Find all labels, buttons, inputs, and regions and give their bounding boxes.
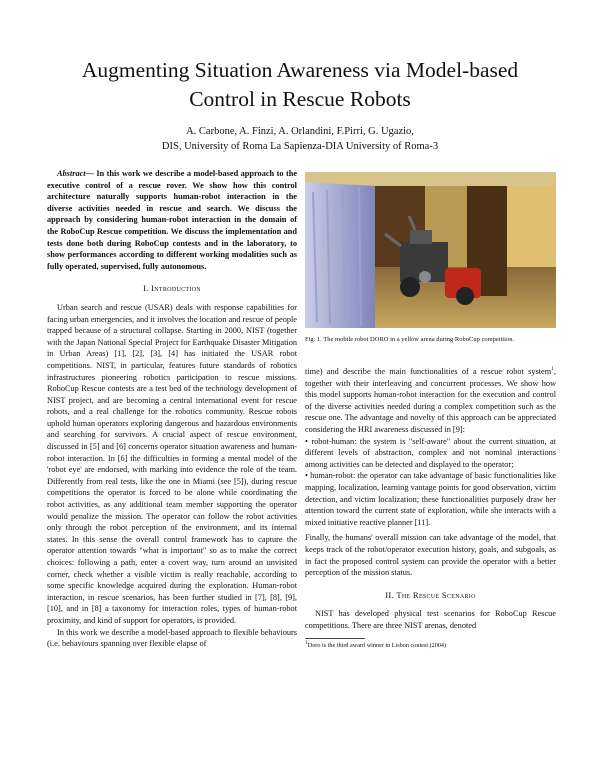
figure-caption: Fig. 1. The mobile robot DORO in a yellow arena during RoboCup competition. [305, 336, 515, 343]
intro-paragraph-1: Urban search and rescue (USAR) deals with response capabilities for facing urban emergencies, and it involves the location and rescue of people trapped because of a structural collapse. Starting in 2000, NIST (together with the Japan National Special Project for Earthquake Disaster Mitigation in Urban Areas) [1], [2], [3], [4] has initiated the USAR robot competitions. NIST, in particular, features future standards of robotics infrastructures pioneering robotics participation to rescue missions. RoboCup Rescue contests are a test bed of the technology development of NIST project, and are becoming a central international event for rescue robots, and a real challenge for the robotics community. Rescue robots uphold human operators exploring dangerous and hazardous environments and searching for survivors. A crucial aspect of rescue environment, discussed in [5] and [6] concerns operator situation awareness and human-robot interaction. In [6] the difficulties in forming a mental model of the 'robot eye' are endorsed, with marking into evidence the role of the team. Differently from real tests, like the one in Miami (see [5]), during rescue competitions the operator is forced to be alone while coordinating the robot activities, as any additional team member supporting the operator would penalize the mission. The operator can follow the robot activities only through the robot perception of the environment, and its internal states. In this sense the overall control framework has to capture the operator attention towards "what is important" so as to make the correct choices: following a path, enter a covert way, turn around an unvisited corner, check whether a visible victim is really reachable, according to some specific knowledge acquired during the exploration. Human-robot interaction, in rescue scenarios, has been further studied in [7], [8], [9], [10], and in [8] a taxonomy for interaction roles, types of human-robot proximity, and kind of support for operators, is provided. [47, 302, 297, 625]
footnote [305, 642, 556, 650]
title-line-1: Augmenting Situation Awareness via Model-based [81, 58, 519, 82]
bullet-human-robot: • human-robot: the operator can take advantage of basic functionalities like mapping, localization, learning vantage points for good observation, victim detection, and victim localization; these functionalities purposely draw her attention toward the current state of exploration, while she interacts with a mixed initiative reactive planner [11]. [305, 471, 556, 527]
title-line-2: Control in Rescue Robots [189, 87, 411, 111]
right-paragraph-1-main: time) and describe the main functionalities of a rescue robot system [305, 367, 552, 376]
robot-arena-image [305, 172, 556, 328]
intro-paragraph-2: In this work we describe a model-based approach to flexible behaviours (i.e. behaviours spanning over flexible elapse of [47, 627, 297, 649]
rescue-paragraph-1: NIST has developed physical test scenarios for RoboCup Rescue competitions. There are three NIST arenas, denoted [305, 609, 556, 630]
footnote-text: Doro is the third award winner in Lisbon contest (2004) [307, 642, 447, 650]
footnote-number: 1 [305, 640, 308, 647]
right-paragraph-1-rest: , together with their interleaving and concurrent processes. We show how this model supports human-robot interaction for the execution and control of the diverse activities needed during a complex competition such as the rescue one. The advantage and novelty of this approach can be appreciated considering the HRI awareness discussed in [9]: [305, 367, 556, 434]
footnote-mark: 1 [551, 366, 554, 373]
paper-title [40, 56, 560, 114]
footnote-divider [305, 638, 365, 639]
right-column [305, 172, 556, 650]
author-affiliation: DIS, University of Roma La Sapienza-DIA University of Roma-3 [161, 141, 439, 152]
author-names: A. Carbone, A. Finzi, A. Orlandini, F.Pirri, G. Ugazio, [186, 126, 414, 137]
section-heading-rescue-scenario: II. The Rescue Scenario [385, 589, 476, 600]
author-block [40, 124, 560, 154]
robot-photo [305, 172, 556, 328]
right-paragraph-1 [305, 366, 556, 436]
right-paragraph-2: Finally, the humans' overall mission can take advantage of the model, that keeps track of the robot/operator execution history, goals, and subgoals, as in fact the proposed control system can provide the operator with a better perception of the mission status. [305, 533, 556, 578]
abstract-lead: Abstract [57, 169, 86, 178]
abstract-text: — In this work we describe a model-based approach to the executive control of a rescue rover. We show how this control architecture naturally supports human-robot interaction in the diverse activities needed in rescue and search. We discuss the approach by considering human-robot interaction in the domain of the RoboCup Rescue competition. We discuss the implementation and tests done both during RoboCup contests and in the laboratory, to show performances according to different working modalities such as fully operated, supervised, fully autonomous. [47, 169, 297, 271]
section-heading-introduction: I. Introduction [143, 283, 201, 294]
abstract [47, 168, 297, 272]
bullet-robot-human: • robot-human: the system is "self-aware" about the current situation, at different levels of abstraction, complex and not nominal interactions among activities can be detected and displayed to the operator; [305, 436, 556, 469]
left-column [47, 168, 297, 650]
